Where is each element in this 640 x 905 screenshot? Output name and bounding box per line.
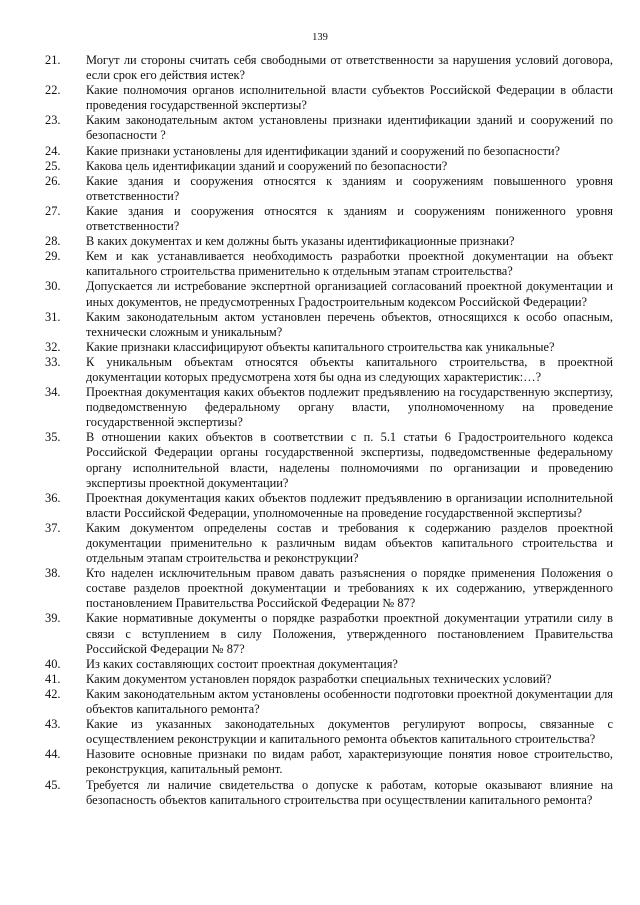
question-number: 23. — [45, 113, 61, 128]
question-number: 22. — [45, 83, 61, 98]
question-number: 43. — [45, 717, 61, 732]
question-item — [45, 249, 613, 279]
question-item — [45, 611, 613, 656]
question-text: Каким законодательным актом установлены признаки идентификации зданий и сооружений по безопасности ? — [86, 113, 613, 143]
question-text: Каким законодательным актом установлены особенности подготовки проектной документации для объектов капитального ремонта? — [86, 686, 613, 717]
question-text: Какова цель идентификации зданий и сооружений по безопасности? — [86, 158, 448, 173]
question-number: 29. — [45, 249, 61, 264]
question-item — [45, 491, 613, 521]
question-item — [45, 687, 613, 717]
question-text: Какие здания и сооружения относятся к зданиям и сооружениям повышенного уровня ответственности? — [86, 173, 613, 203]
question-item — [45, 355, 613, 385]
question-text: Проектная документация каких объектов подлежит предъявлению в организации исполнительной власти Российской Федерации, уполномоченные на проведение государственной экспертизы? — [86, 490, 613, 520]
question-item — [45, 657, 613, 672]
question-item — [45, 778, 613, 808]
question-number: 30. — [45, 279, 61, 294]
question-text: Проектная документация каких объектов подлежит предъявлению на государственную экспертизу, подведомственную федеральному органу власти, уполномоченному на проведение государственной экспертизы? — [86, 385, 613, 430]
question-number: 41. — [45, 671, 61, 686]
question-item — [45, 174, 613, 204]
question-item — [45, 234, 613, 249]
question-item — [45, 340, 613, 355]
question-number: 24. — [45, 143, 61, 158]
question-number: 25. — [45, 158, 61, 173]
question-text: К уникальным объектам относятся объекты капитального строительства, в проектной документации которых предусмотрена хотя бы одна из следующих характеристик:…? — [86, 354, 613, 384]
question-number: 27. — [45, 203, 61, 218]
page-number: 139 — [312, 32, 328, 43]
question-text: В отношении каких объектов в соответствии с п. 5.1 статьи 6 Градостроительного кодекса Российской Федерации органы государственной экспертизы, подведомственные федеральному органу исполнительной власти, наделены полномочиями по организации и проведению экспертизы проектной документации? — [86, 430, 613, 490]
question-item — [45, 144, 613, 159]
question-number: 31. — [45, 309, 61, 324]
question-text: Допускается ли истребование экспертной организацией согласований проектной документации и иных документов, не предусмотренных Градостроительным кодексом Российской Федерации? — [86, 279, 613, 309]
question-text: Какие признаки классифицируют объекты капитального строительства как уникальные? — [86, 339, 555, 354]
question-number: 33. — [45, 354, 61, 369]
question-number: 39. — [45, 611, 61, 626]
question-number: 37. — [45, 520, 61, 535]
question-number: 32. — [45, 339, 61, 354]
question-number: 44. — [45, 747, 61, 762]
question-item — [45, 672, 613, 687]
question-text: Какие полномочия органов исполнительной власти субъектов Российской Федерации в области проведения государственной экспертизы? — [86, 83, 613, 113]
question-text: Какие признаки установлены для идентификации зданий и сооружений по безопасности? — [86, 143, 561, 158]
question-number: 40. — [45, 656, 61, 671]
question-text: Назовите основные признаки по видам работ, характеризующие понятия новое строительство, реконструкция, капитальный ремонт. — [86, 747, 613, 777]
question-number: 36. — [45, 490, 61, 505]
question-text: Кем и как устанавливается необходимость разработки проектной документации на объект капитального строительства применительно к отдельным этапам строительства? — [86, 249, 613, 279]
question-number: 45. — [45, 777, 61, 792]
question-number: 21. — [45, 53, 61, 67]
question-number: 35. — [45, 430, 61, 445]
question-item — [45, 83, 613, 113]
question-item — [45, 385, 613, 430]
question-text: Требуется ли наличие свидетельства о допуске к работам, которые оказывают влияние на безопасность объектов капитального строительства при осуществлении капитального ремонта? — [86, 777, 613, 807]
question-number: 38. — [45, 566, 61, 581]
question-text: Каким документом определены состав и требования к содержанию разделов проектной документации применительно к различным видам объектов капитального строительства и отдельным этапам строительства и реконструкции? — [86, 520, 613, 566]
question-item — [45, 717, 613, 747]
question-text: Каким документом установлен порядок разработки специальных технических условий? — [86, 671, 552, 686]
question-text: Из каких составляющих состоит проектная документация? — [86, 656, 398, 671]
question-list — [45, 53, 613, 808]
question-text: Каким законодательным актом установлен перечень объектов, относящихся к особо опасным, технически сложным и уникальным? — [86, 309, 613, 339]
question-item — [45, 204, 613, 234]
question-text: Могут ли стороны считать себя свободными от ответственности за нарушения условий договора, если срок его действия истек? — [86, 53, 613, 83]
question-number: 26. — [45, 173, 61, 188]
question-number: 34. — [45, 385, 61, 400]
question-number: 28. — [45, 234, 61, 249]
question-number: 42. — [45, 686, 61, 701]
question-item — [45, 53, 613, 83]
question-item — [45, 747, 613, 777]
question-text: Какие нормативные документы о порядке разработки проектной документации утратили силу в связи с вступлением в силу Положения, утвержденного постановлением Правительства Российской Федерации № 87? — [86, 611, 613, 656]
question-item — [45, 566, 613, 611]
question-item — [45, 113, 613, 143]
question-item — [45, 430, 613, 490]
question-item — [45, 159, 613, 174]
question-text: В каких документах и кем должны быть указаны идентификационные признаки? — [86, 234, 515, 249]
question-item — [45, 279, 613, 309]
question-text: Кто наделен исключительным правом давать разъяснения о порядке применения Положения о составе разделов проектной документации и требованиях к их содержанию, утвержденного постановлением Правительства Российской Федерации № 87? — [86, 566, 613, 611]
question-item — [45, 310, 613, 340]
question-text: Какие здания и сооружения относятся к зданиям и сооружениям пониженного уровня ответственности? — [86, 203, 613, 234]
question-text: Какие из указанных законодательных документов регулируют вопросы, связанные с осуществлением реконструкции и капитального ремонта объектов капитального строительства? — [86, 717, 613, 747]
question-item — [45, 521, 613, 566]
